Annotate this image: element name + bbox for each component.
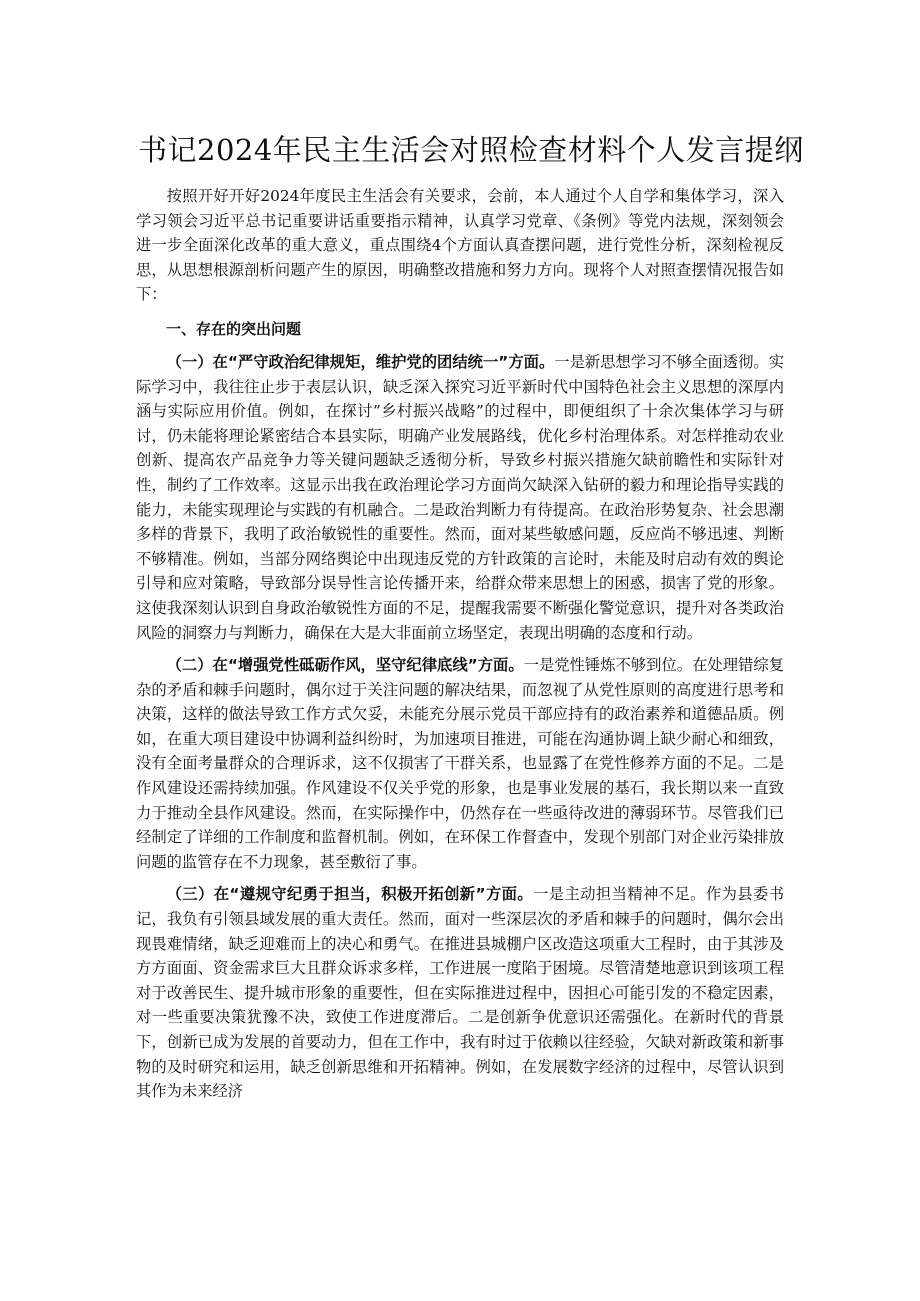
problem-lead-3: （三）在“遵规守纪勇于担当，积极开拓创新”方面。 — [166, 885, 534, 904]
problem-paragraph-1 — [136, 350, 784, 645]
problem-paragraph-2 — [136, 653, 784, 874]
intro-paragraph: 按照开好开好2024年度民主生活会有关要求，会前，本人通过个人自学和集体学习，深入学习领会习近平总书记重要讲话重要指示精神，认真学习党章、《条例》等党内法规，深刻领会进一步全面深化改革的重大意义，重点围绕4个方面认真查摆问题，进行党性分析，深刻检视反思，从思想根源剖析问题产生的原因，明确整改措施和努力方向。现将个人对照查摆情况报告如下： — [136, 187, 784, 304]
problem-body-1: 一是新思想学习不够全面透彻。实际学习中，我往往止步于表层认识，缺乏深入探究习近平新时代中国特色社会主义思想的深厚内涵与实际应用价值。例如，在探讨”乡村振兴战略”的过程中，即便组织了十余次集体学习与研讨，仍未能将理论紧密结合本县实际，明确产业发展路线，优化乡村治理体系。对怎样推动农业创新、提高农产品竞争力等关键问题缺乏透彻分析，导致乡村振兴措施欠缺前瞻性和实际针对性，制约了工作效率。这显示出我在政治理论学习方面尚欠缺深入钻研的毅力和理论指导实践的能力，未能实现理论与实践的有机融合。二是政治判断力有待提高。在政治形势复杂、社会思潮多样的背景下，我明了政治敏锐性的重要性。然而，面对某些敏感问题，反应尚不够迅速、判断不够精准。例如，当部分网络舆论中出现违反党的方针政策的言论时，未能及时启动有效的舆论引导和应对策略，导致部分误导性言论传播开来，给群众带来思想上的困惑，损害了党的形象。这使我深刻认识到自身政治敏锐性方面的不足，提醒我需要不断强化警觉意识，提升对各类政治风险的洞察力与判断力，确保在大是大非面前立场坚定，表现出明确的态度和行动。 — [136, 352, 784, 642]
document-page — [136, 130, 804, 1112]
problem-body-2: 一是党性锤炼不够到位。在处理错综复杂的矛盾和棘手问题时，偶尔过于关注问题的解决结果，而忽视了从党性原则的高度进行思考和决策，这样的做法导致工作方式欠妥，未能充分展示党员干部应持有的政治素养和道德品质。例如，在重大项目建设中协调利益纠纷时，为加速项目推进，可能在沟通协调上缺少耐心和细致，没有全面考量群众的合理诉求，这不仅损害了干群关系，也显露了在党性修养方面的不足。二是作风建设还需持续加强。作风建设不仅关乎党的形象，也是事业发展的基石，我长期以来一直致力于推动全县作风建设。然而，在实际操作中，仍然存在一些亟待改进的薄弱环节。尽管我们已经制定了详细的工作制度和监督机制。例如，在环保工作督查中，发现个别部门对企业污染排放问题的监管存在不力现象，甚至敷衍了事。 — [136, 656, 784, 871]
problem-lead-1: （一）在“严守政治纪律规矩，维护党的团结统一”方面。 — [166, 352, 555, 371]
problem-paragraph-3 — [136, 882, 784, 1103]
section-heading-problems: 一、存在的突出问题 — [166, 319, 302, 338]
problem-body-3: 一是主动担当精神不足。作为县委书记，我负有引领县域发展的重大责任。然而，面对一些深层次的矛盾和棘手的问题时，偶尔会出现畏难情绪，缺乏迎难而上的决心和勇气。在推进县城棚户区改造这项重大工程时，由于其涉及方方面面、资金需求巨大且群众诉求多样，工作进展一度陷于困境。尽管清楚地意识到该项工程对于改善民生、提升城市形象的重要性，但在实际推进过程中，因担心可能引发的不稳定因素，对一些重要决策犹豫不决，致使工作进度滞后。二是创新争优意识还需强化。在新时代的背景下，创新已成为发展的首要动力，但在工作中，我有时过于依赖以往经验，欠缺对新政策和新事物的及时研究和运用，缺乏创新思维和开拓精神。例如，在发展数字经济的过程中，尽管认识到其作为未来经济 — [136, 885, 784, 1101]
problem-lead-2: （二）在“增强党性砥砺作风，坚守纪律底线”方面。 — [166, 656, 524, 675]
document-title: 书记2024年民主生活会对照检查材料个人发言提纲 — [138, 133, 804, 167]
